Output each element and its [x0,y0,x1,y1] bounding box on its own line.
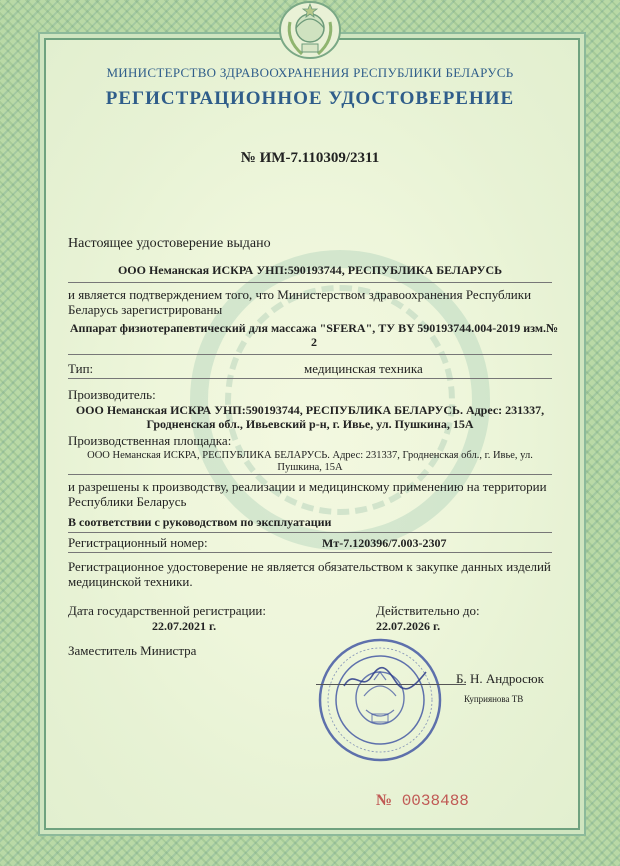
type-label: Тип: [68,361,94,376]
permission-text: и разрешены к производству, реализации и медицинскому применению на территории Республики Беларусь [68,479,547,509]
valid-until-label: Действительно до: [376,603,480,618]
production-site-value: ООО Неманская ИСКРА, РЕСПУБЛИКА БЕЛАРУСЬ. Адрес: 231337, Гродненская обл., г. Ивье, ул. Пушкина, 15А [87,450,533,474]
type-value: медицинская техника [304,361,423,376]
registration-date: 22.07.2021 г. [152,619,217,633]
site-underline [68,474,552,475]
serial-number [376,792,469,810]
official-stamp [316,636,444,764]
registration-label: Регистрационный номер: [68,535,208,550]
serial-value: 0038488 [401,792,469,810]
valid-until-date: 22.07.2026 г. [376,619,441,633]
confirmation-text: и является подтверждением того, что Министерством здравоохранения Республики Беларусь зарегистрированы [68,287,532,317]
registered-product: Аппарат физиотерапевтический для массажа "SFERA", ТУ BY 590193744.004-2019 изм.№ 2 [69,321,559,349]
handwritten-signature [340,664,430,694]
type-underline [68,378,552,379]
production-site-label: Производственная площадка: [68,433,232,448]
signatory-position: Заместитель Министра [68,643,197,658]
registration-date-label: Дата государственной регистрации: [68,603,266,618]
serial-prefix: № [376,792,393,809]
certificate-number: № ИМ-7.110309/2311 [240,150,380,166]
procurement-notice: Регистрационное удостоверение не является обязательством к закупке данных изделий медицинской техники. [68,559,551,589]
issued-label: Настоящее удостоверение выдано [68,236,271,251]
issued-holder: ООО Неманская ИСКРА УНП:590193744, РЕСПУБЛИКА БЕЛАРУСЬ [117,263,503,277]
executor-name: Куприянова ТВ [464,694,524,704]
ministry-heading: МИНИСТЕРСТВО ЗДРАВООХРАНЕНИЯ РЕСПУБЛИКИ БЕЛАРУСЬ [106,65,514,80]
registration-number: Мт-7.120396/7.003-2307 [322,536,447,550]
document-title: РЕГИСТРАЦИОННОЕ УДОСТОВЕРЕНИЕ [105,88,515,109]
manufacturer-label: Производитель: [68,387,156,402]
state-emblem-icon [276,0,344,64]
product-underline [68,354,552,355]
manual-underline [68,532,552,533]
holder-underline [68,282,552,283]
manufacturer-value: ООО Неманская ИСКРА УНП:590193744, РЕСПУБЛИКА БЕЛАРУСЬ. Адрес: 231337, Гродненская обл., Ивьевский р-н, г. Ивье, ул. Пушкина, 15А [75,403,545,431]
signatory-name: Б. Н. Андросюк [456,671,544,686]
registration-underline [68,552,552,553]
manual-reference: В соответствии с руководством по эксплуатации [68,515,332,529]
